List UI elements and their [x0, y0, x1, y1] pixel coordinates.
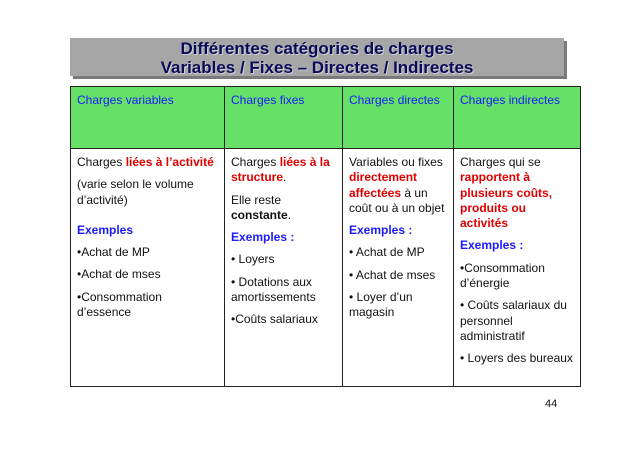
- variables-examples-label: Exemples: [77, 222, 134, 237]
- list-item: • Loyers des bureaux: [460, 351, 573, 366]
- table-header-row: [71, 87, 581, 149]
- variables-highlight: liées à l’activité: [125, 155, 214, 169]
- list-item: • Loyers: [231, 252, 275, 267]
- fixes-definition: Charges liées à la structure.: [231, 155, 330, 185]
- slide-title-line-1: Différentes catégories de charges: [180, 39, 454, 58]
- table-body-row: [71, 149, 581, 387]
- list-item: • Dotations aux amortissements: [231, 274, 316, 305]
- list-item: •Consommation d’essence: [77, 289, 162, 320]
- header-charges-indirectes: Charges indirectes: [454, 87, 581, 149]
- list-item: •Achat de mses: [77, 267, 161, 282]
- list-item: •Achat de MP: [77, 245, 150, 260]
- header-charges-directes: Charges directes: [343, 87, 454, 149]
- cell-charges-directes: [343, 149, 454, 387]
- charges-table: [70, 86, 581, 387]
- list-item: • Achat de mses: [349, 267, 436, 282]
- directes-definition: Variables ou fixes directement affectées à un coût ou à un objet: [349, 155, 445, 215]
- list-item: •Consommation d’énergie: [460, 260, 545, 291]
- fixes-constante: constante: [231, 207, 288, 222]
- cell-charges-fixes: [225, 149, 343, 387]
- header-charges-variables: Charges variables: [71, 87, 225, 149]
- directes-highlight: directement affectées: [349, 170, 418, 200]
- variables-note: (varie selon le volume d’activité): [77, 177, 194, 207]
- cell-charges-variables: [71, 149, 225, 387]
- indirectes-highlight: rapportent à plusieurs coûts, produits ou activités: [460, 170, 553, 231]
- directes-examples-label: Exemples :: [349, 223, 413, 238]
- list-item: • Achat de MP: [349, 245, 425, 260]
- indirectes-examples-label: Exemples :: [460, 238, 524, 253]
- list-item: • Loyer d’un magasin: [349, 290, 413, 320]
- fixes-highlight: liées à la structure: [231, 155, 330, 185]
- slide-title-line-2: Variables / Fixes – Directes / Indirectes: [160, 58, 474, 77]
- page-number: 44: [545, 398, 558, 410]
- cell-charges-indirectes: [454, 149, 581, 387]
- list-item: •Coûts salariaux: [231, 312, 318, 327]
- list-item: • Coûts salariaux du personnel administratif: [460, 298, 567, 343]
- indirectes-definition: Charges qui se rapportent à plusieurs coûts, produits ou activités: [460, 155, 553, 231]
- slide-title-box: [70, 38, 564, 76]
- header-charges-fixes: Charges fixes: [225, 87, 343, 149]
- fixes-examples-label: Exemples :: [231, 230, 295, 245]
- fixes-note: Elle reste constante.: [231, 192, 292, 222]
- variables-definition: Charges liées à l’activité: [77, 155, 214, 169]
